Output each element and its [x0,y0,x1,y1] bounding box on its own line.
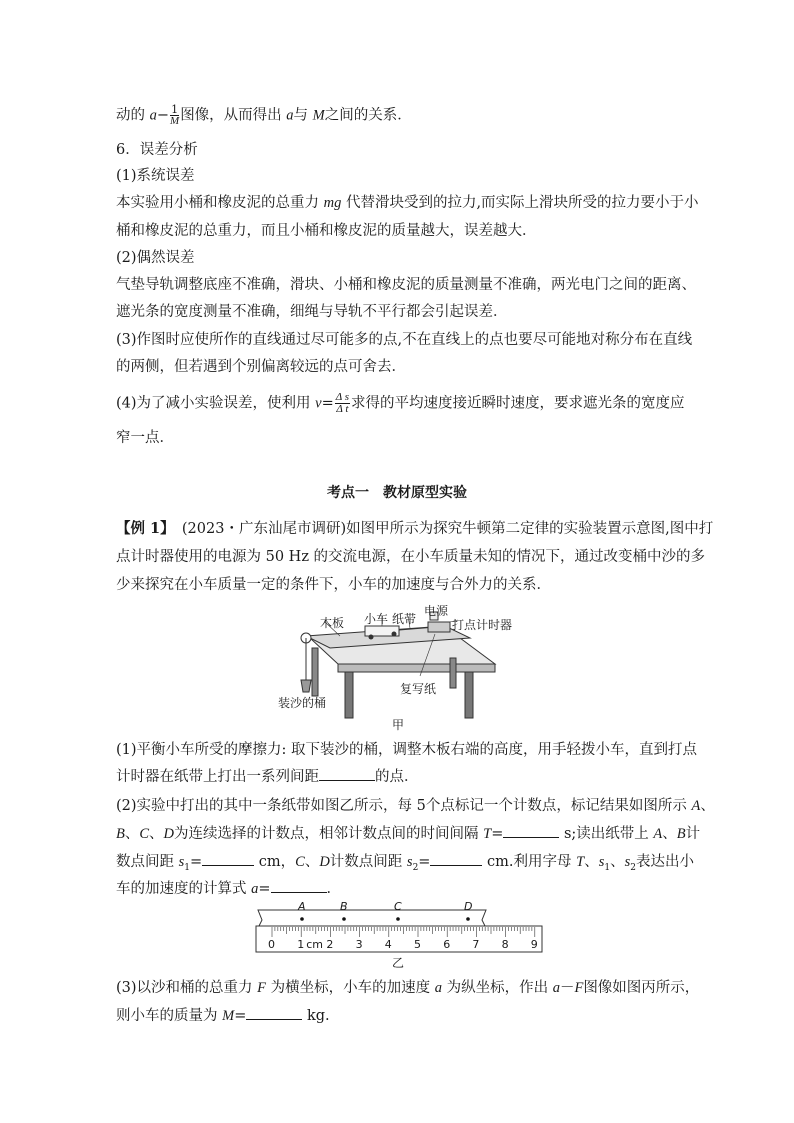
ruler-number: 2 [326,938,334,951]
label-dadian: 打点计时器 [452,618,513,632]
para-systematic-1: 本实验用小桶和橡皮泥的总重力 mg 代替滑块受到的拉力,而实际上滑块所受的拉力要小于小 [116,195,699,211]
para-graph-1: (3)作图时应使所作的直线通过尽可能多的点,不在直线上的点也要尽可能地对称分布在直线 [116,332,693,348]
tape-point [342,917,346,921]
subheading-random: (2)偶然误差 [116,250,195,266]
blank-a[interactable] [271,879,327,893]
ruler-number: 8 [501,938,509,951]
example-line-2: 点计时器使用的电源为 50 Hz 的交流电源，在小车质量未知的情况下，通过改变桶中沙的多 [116,549,706,565]
intro-line-1: 动的 a− $\frac{1}{M}$ 图像，从而得出 a与 M之间的关系． [116,103,412,127]
question-1-line-2: 计时器在纸带上打出一系列间距 的点． [116,769,419,785]
tape-point [396,917,400,921]
tape-point [300,917,304,921]
example-line-1: 【例 1】 (2023・广东汕尾市调研)如图甲所示为探究牛顿第二定律的实验装置示意图,图中打 [116,520,714,537]
para-random-1: 气垫导轨调整底座不准确，滑块、小桶和橡皮泥的质量测量不准确，两光电门之间的距离、 [116,277,696,293]
blank-M[interactable] [246,1006,302,1020]
ruler-number: 4 [384,938,392,951]
question-2-line-2: B、C、D为连续选择的计数点，相邻计数点间的时间间隔 T= s;读出纸带上 A、B计 [116,826,701,842]
question-3-line-2: 则小车的质量为 M= kg. [116,1008,330,1024]
fraction-1-over-M: $\frac{1}{M}$ [170,103,180,127]
question-2-line-4: 车的加速度的计算式 a= ． [116,881,342,897]
ruler-number: 7 [472,938,480,951]
blank-s2[interactable] [430,852,482,866]
label-tong: 装沙的桶 [278,696,327,710]
section-title: 考点一 教材原型实验 [327,485,467,501]
label-dianyuan: 电源 [424,604,449,618]
tape-point [466,917,470,921]
ruler-number: 5 [414,938,421,951]
label-zhidai: 纸带 [392,612,417,626]
ruler-number: 1 [297,938,305,951]
blank-s1[interactable] [202,852,254,866]
para-systematic-2: 桶和橡皮泥的总重力，而且小桶和橡皮泥的质量越大，误差越大． [116,223,537,239]
para-reduce-error: (4)为了减小实验误差，使利用 v= $\frac{\text{Δ s}}{\text{Δ t}}$ 求得的平均速度接近瞬时速度，要求遮光条的宽度应 [116,391,685,415]
question-1-line-1: (1)平衡小车所受的摩擦力: 取下装沙的桶，调整木板右端的高度，用手轻拨小车，直到打点 [116,742,698,758]
ruler-unit: cm [306,938,323,951]
caption-jia: 甲 [392,718,405,732]
ruler-number: 6 [443,938,451,951]
question-2-line-3: 数点间距 $s_1=$ cm，C、D计数点间距 $s_2=$ cm.利用字母 T、$s_1$、$s_2$表达出小 [116,854,695,873]
tape-point-label: D [464,900,473,913]
label-muban: 木板 [320,616,345,630]
question-3-line-1: (3)以沙和桶的总重力 F 为横坐标，小车的加速度 a 为纵坐标，作出 a－F图像如图丙所示， [116,980,700,996]
para-reduce-error-2: 窄一点． [116,430,174,446]
example-line-3: 少来探究在小车质量一定的条件下，小车的加速度与合外力的关系． [116,577,551,593]
para-graph-2: 的两侧，但若遇到个别偏离较远的点可舍去． [116,359,406,375]
label-xiaoche: 小车 [364,612,389,626]
para-random-2: 遮光条的宽度测量不准确，细绳与导轨不平行都会引起误差． [116,304,508,320]
ruler-number: 0 [268,938,275,951]
ruler-number: 9 [530,938,538,951]
caption-yi: 乙 [392,956,405,970]
ruler-number: 3 [355,938,363,951]
blank-spacing[interactable] [319,767,375,781]
fraction-ds-dt: $\frac{\text{Δ s}}{\text{Δ t}}$ [335,391,350,415]
heading-error-analysis: 6．误差分析 [116,142,198,158]
tape-point-label: B [340,900,348,913]
subheading-systematic: (1)系统误差 [116,168,195,184]
tape-point-label: C [394,900,402,913]
question-2-line-1: (2)实验中打出的其中一条纸带如图乙所示，每 5个点标记一个计数点，标记结果如图所示 A、 [116,798,715,814]
label-fuxiezhi: 复写纸 [400,682,437,696]
tape-point-label: A [298,900,306,913]
blank-T[interactable] [503,824,559,838]
